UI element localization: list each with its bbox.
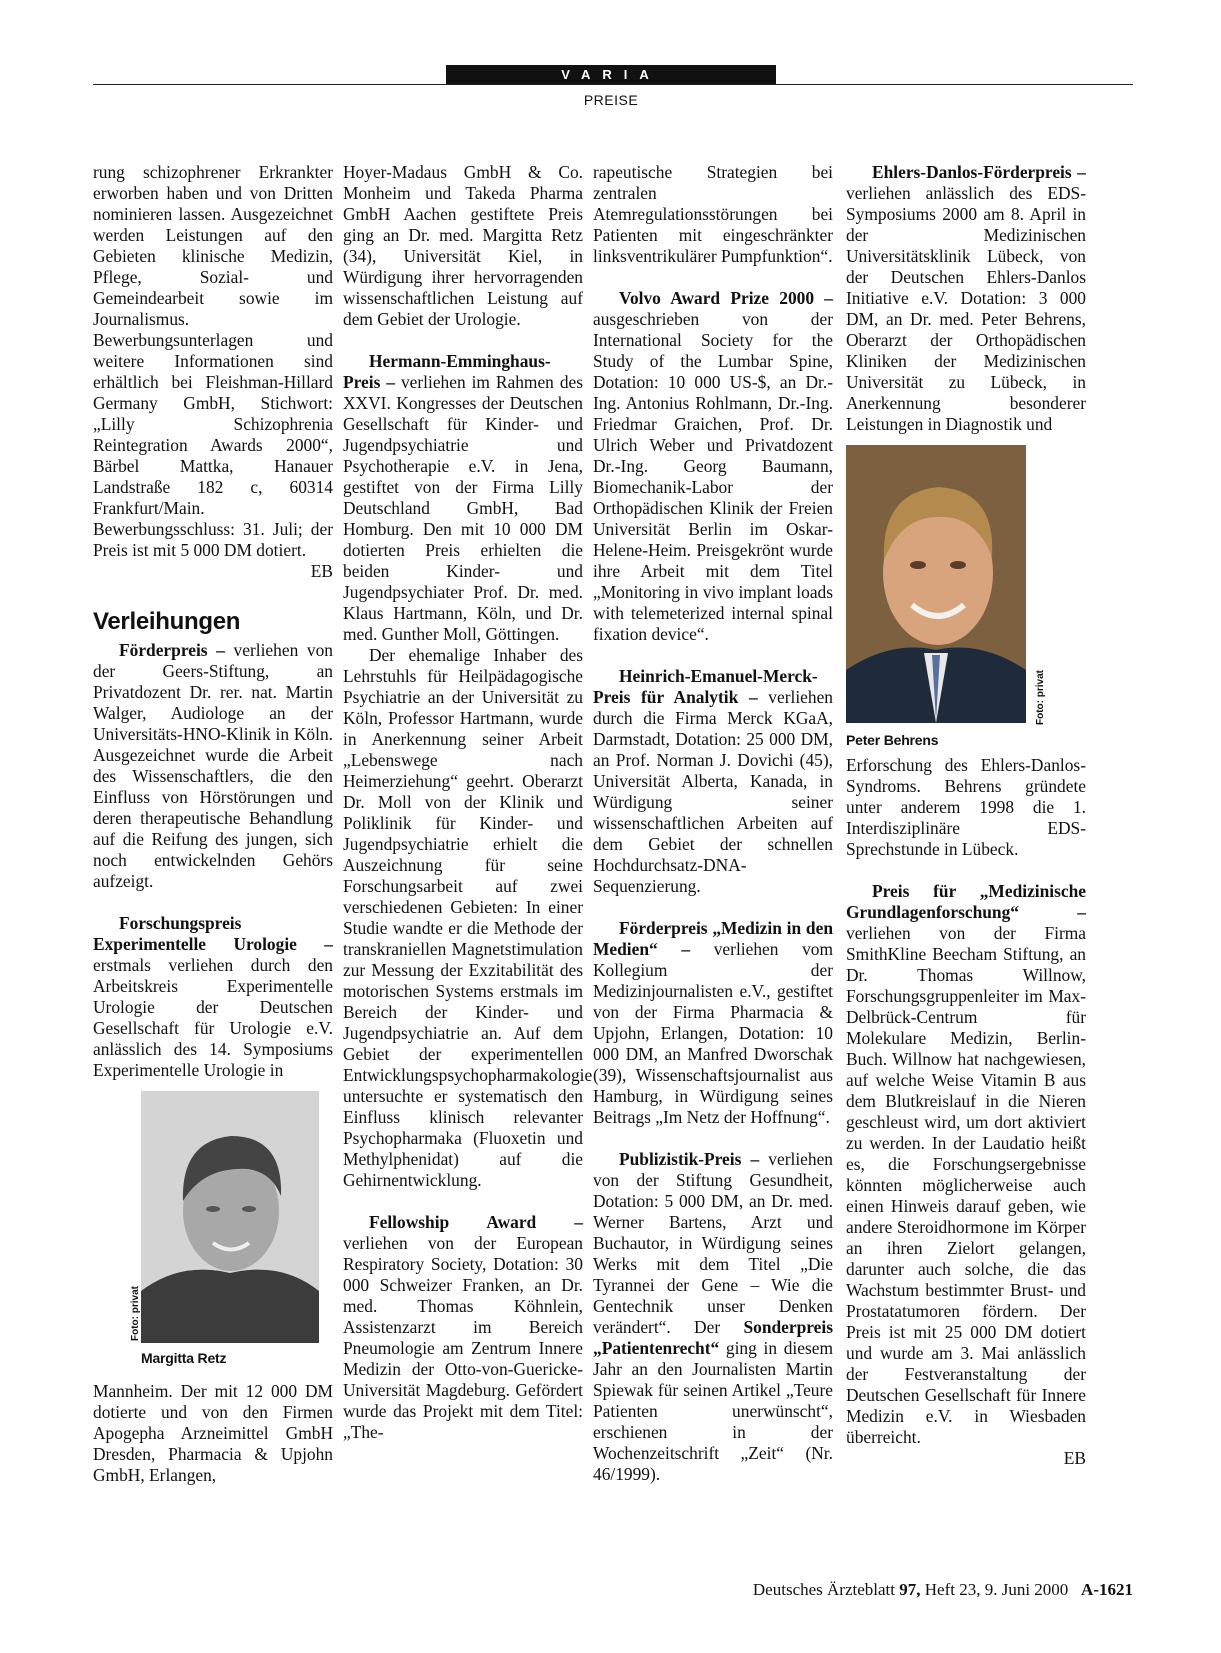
subsection-label: PREISE (583, 92, 639, 108)
author-signature: EB (310, 561, 333, 581)
award-title: Forschungspreis Experimentelle Urologie – (93, 913, 333, 954)
award-text: verliehen durch die Firma Merck KGaA, Darmstadt, Dotation: 25 000 DM, an Prof. Norman J. Dovichi (45), Universität Alberta, Kanada, in Würdigung seiner wissenschaftlichen Arbeiten auf dem Gebiet der schnellen Hochdurchsatz-DNA-Sequenzierung. (593, 687, 834, 896)
volume-number: 97, (899, 1580, 921, 1599)
award-title: Preis für „Medizinische Grundlagenforschung“ – (846, 881, 1086, 922)
column-3 (593, 162, 833, 1485)
section-banner: VARIA (446, 65, 776, 85)
paragraph (343, 1212, 583, 1443)
award-title: Heinrich-Emanuel-Merck-Preis für Analytik – (593, 666, 818, 707)
paragraph (93, 640, 333, 892)
header-rule (93, 84, 1133, 85)
column-2 (343, 162, 593, 1443)
paragraph: Hoyer-Madaus GmbH & Co. Monheim und Takeda Pharma GmbH Aachen gestiftete Preis ging an Dr. med. Margitta Retz (34), Universität Kiel, in Würdigung ihrer hervorragenden wissenschaftlichen Leistung auf dem Gebiet der Urologie. (343, 162, 583, 329)
paragraph (846, 162, 1086, 435)
award-text: verliehen von der Firma SmithKline Beecham Stiftung, an Dr. Thomas Willnow, Forschungsgruppenleiter im Max-Delbrück-Centrum für Molekulare Medizin, Berlin-Buch. Willnow hat nachgewiesen, auf welche Weise Vitamin B aus dem Blutkreislauf in die Nieren geschleust wird, um dort aktiviert zu werden. In der Laudatio heißt es, die Forschungsergebnisse könnten möglicherweise auch einen Hinweis darauf geben, wie andere Steroidhormone im Körper an ihren Zielort gelangen, darunter auch solche, die das Wachstum bestimmter Brust- und Prostatatumoren fördern. Der Preis ist mit 25 000 DM dotiert und wurde am 3. Mai anlässlich der Festveranstaltung der Deutschen Gesellschaft für Innere Medizin e.V. in Wiesbaden überreicht. (846, 923, 1086, 1447)
award-text: verliehen im Rahmen des XXVI. Kongresses der Deutschen Gesellschaft für Kinder- und Jugendpsychiatrie und Psychotherapie e.V. in Jena, gestiftet von der Firma Lilly Deutschland GmbH, Bad Homburg. Den mit 10 000 DM dotierten Preis erhielten die beiden Kinder- und Jugendpsychiater Prof. Dr. med. Klaus Hartmann, Köln, und Dr. med. Gunther Moll, Göttingen. (343, 372, 583, 644)
portrait-image (141, 1091, 319, 1343)
award-text: erstmals verliehen durch den Arbeitskreis Experimentelle Urologie der Deutschen Gesellschaft für Urologie e.V. anlässlich des 14. Symposiums Experimentelle Urologie in (93, 955, 333, 1080)
paragraph (593, 288, 833, 645)
portrait-photo (141, 1091, 319, 1343)
paragraph (593, 666, 833, 897)
award-title: Volvo Award Prize 2000 – (619, 288, 833, 308)
paragraph: Der ehemalige Inhaber des Lehrstuhls für Heilpädagogische Psychiatrie an der Universität zu Köln, Professor Hartmann, wurde in Anerkennung seiner Arbeit „Lebenswege nach Heimerziehung“ geehrt. Oberarzt Dr. Moll von der Klinik und Poliklinik für Kinder- und Jugendpsychiatrie erhielt die Auszeichnung für seine Forschungsarbeit auf zwei verschiedenen Gebieten: In einer Studie wandte er die Methode der transkraniellen Magnetstimulation zur Messung der Exzitabilität des motorischen Systems erstmals im Bereich der Kinder- und Jugendpsychiatrie an. Auf dem Gebiet der experimentellen Entwicklungspsychopharmakologie untersuchte er systematisch den Einfluss klinisch relevanter Psychopharmaka (Fluoxetin und Methylphenidat) auf die Gehirnentwicklung. (343, 645, 593, 1190)
paragraph: rung schizophrener Erkrankter erworben haben und von Dritten nominieren lassen. Ausgezeichnet werden Leistungen auf den Gebieten klinische Medizin, Pflege, Sozial- und Gemeindearbeit sowie im Journalismus. Bewerbungsunterlagen und weitere Informationen sind erhältlich bei Fleishman-Hillard Germany GmbH, Stichwort: „Lilly Schizophrenia Reintegration Awards 2000“, Bärbel Mattka, Hanauer Landstraße 182 c, 60314 Frankfurt/Main. Bewerbungsschluss: 31. Juli; der Preis ist mit 5 000 DM dotiert. (93, 162, 333, 560)
photo-credit: Foto: privat (130, 1286, 141, 1341)
author-signature: EB (1063, 1448, 1086, 1468)
award-title: Fellowship Award – (369, 1212, 583, 1232)
award-text: ausgeschrieben von der International Society for the Study of the Lumbar Spine, Dotation: 10 000 US-$, an Dr.-Ing. Antonius Rohlmann, Dr.-Ing. Friedmar Graichen, Prof. Dr. Ulrich Weber und Privatdozent Dr.-Ing. Georg Baumann, Biomechanik-Labor der Orthopädischen Klinik der Freien Universität Berlin im Oskar-Helene-Heim. Preisgekrönt wurde ihre Arbeit mit dem Titel „Monitoring in vivo implant loads with telemeterized internal spinal fixation device“. (593, 309, 833, 644)
portrait-image (846, 445, 1026, 723)
page-number: A-1621 (1081, 1580, 1133, 1599)
portrait-photo (846, 445, 1026, 723)
award-title: Förderpreis „Medizin in den Medien“ – (593, 918, 833, 959)
paragraph (343, 351, 583, 645)
photo-figure (93, 1091, 333, 1381)
award-text: verliehen von der Geers-Stiftung, an Privatdozent Dr. rer. nat. Martin Walger, Audiologe an der Universitäts-HNO-Klinik in Köln. Ausgezeichnet wurde die Arbeit des Wissenschaftlers, die den Einfluss von Hörstörungen und deren therapeutische Behandlung auf die Reifung des jungen, sich noch entwickelnden Gehörs aufzeigt. (93, 640, 333, 891)
paragraph: Mannheim. Der mit 12 000 DM dotierte und von den Firmen Apogepha Arzneimittel GmbH Dresden, Pharmacia & Upjohn GmbH, Erlangen, (93, 1381, 333, 1485)
photo-credit: Foto: privat (1035, 670, 1046, 725)
photo-figure (846, 445, 1086, 755)
paragraph (93, 913, 333, 1081)
paragraph (593, 1149, 833, 1485)
award-text: ging in diesem Jahr an den Journalisten Martin Spiewak für seinen Artikel „Teure Patienten unerwünscht“, erschienen in der Wochenzeitschrift „Zeit“ (Nr. 46/1999). (593, 1338, 833, 1484)
paragraph: Erforschung des Ehlers-Danlos-Syndroms. Behrens gründete unter anderem 1998 die 1. Interdisziplinäre EDS-Sprechstunde in Lübeck. (846, 755, 1086, 859)
award-text: verliehen von der Stiftung Gesundheit, Dotation: 5 000 DM, an Dr. med. Werner Bartens, Arzt und Buchautor, in Würdigung seines Werks mit dem Titel „Die Tyrannei der Gene – Wie die Gentechnik unser Denken verändert“. Der (593, 1149, 833, 1337)
journal-name: Deutsches Ärzteblatt (752, 1580, 900, 1599)
page-footer (753, 1580, 1133, 1600)
paragraph (846, 881, 1086, 1448)
award-title: Publizistik-Preis – (619, 1149, 760, 1169)
award-text: verliehen anlässlich des EDS-Symposiums 2000 am 8. April in der Medizinischen Universitätsklinik Lübeck, von der Deutschen Ehlers-Danlos Initiative e.V. Dotation: 3 000 DM, an Dr. med. Peter Behrens, Oberarzt der Orthopädischen Kliniken der Medizinischen Universität zu Lübeck, in Anerkennung besonderer Leistungen in Diagnostik und (846, 183, 1086, 434)
column-1 (93, 162, 333, 1486)
award-title: Ehlers-Danlos-Förderpreis – (872, 162, 1086, 182)
photo-caption: Margitta Retz (141, 1350, 227, 1366)
column-4 (846, 162, 1086, 1469)
award-text: verliehen von der European Respiratory Society, Dotation: 30 000 Schweizer Franken, an Dr. med. Thomas Köhnlein, Assistenzarzt im Bereich Pneumologie am Zentrum Innere Medizin der Otto-von-Guericke-Universität Magdeburg. Gefördert wurde das Projekt mit dem Titel: „The- (343, 1233, 583, 1442)
award-title: Sonderpreis „Patientenrecht“ (593, 1317, 833, 1358)
award-title: Hermann-Emminghaus-Preis – (343, 351, 551, 392)
paragraph: rapeutische Strategien bei zentralen Atemregulationsstörungen bei Patienten mit eingeschränkter linksventrikulärer Pumpfunktion“. (593, 162, 833, 266)
issue-info: Heft 23, 9. Juni 2000 (920, 1580, 1069, 1599)
award-title: Förderpreis – (119, 640, 225, 660)
photo-caption: Peter Behrens (846, 732, 939, 748)
paragraph (593, 918, 833, 1128)
section-heading: Verleihungen (93, 608, 241, 635)
award-text: verliehen vom Kollegium der Medizinjournalisten e.V., gestiftet von der Firma Pharmacia & Upjohn, Erlangen, Dotation: 10 000 DM, an Manfred Dworschak (39), Wissenschaftsjournalist aus Hamburg, in Würdigung seines Beitrags „Im Netz der Hoffnung“. (593, 939, 834, 1127)
